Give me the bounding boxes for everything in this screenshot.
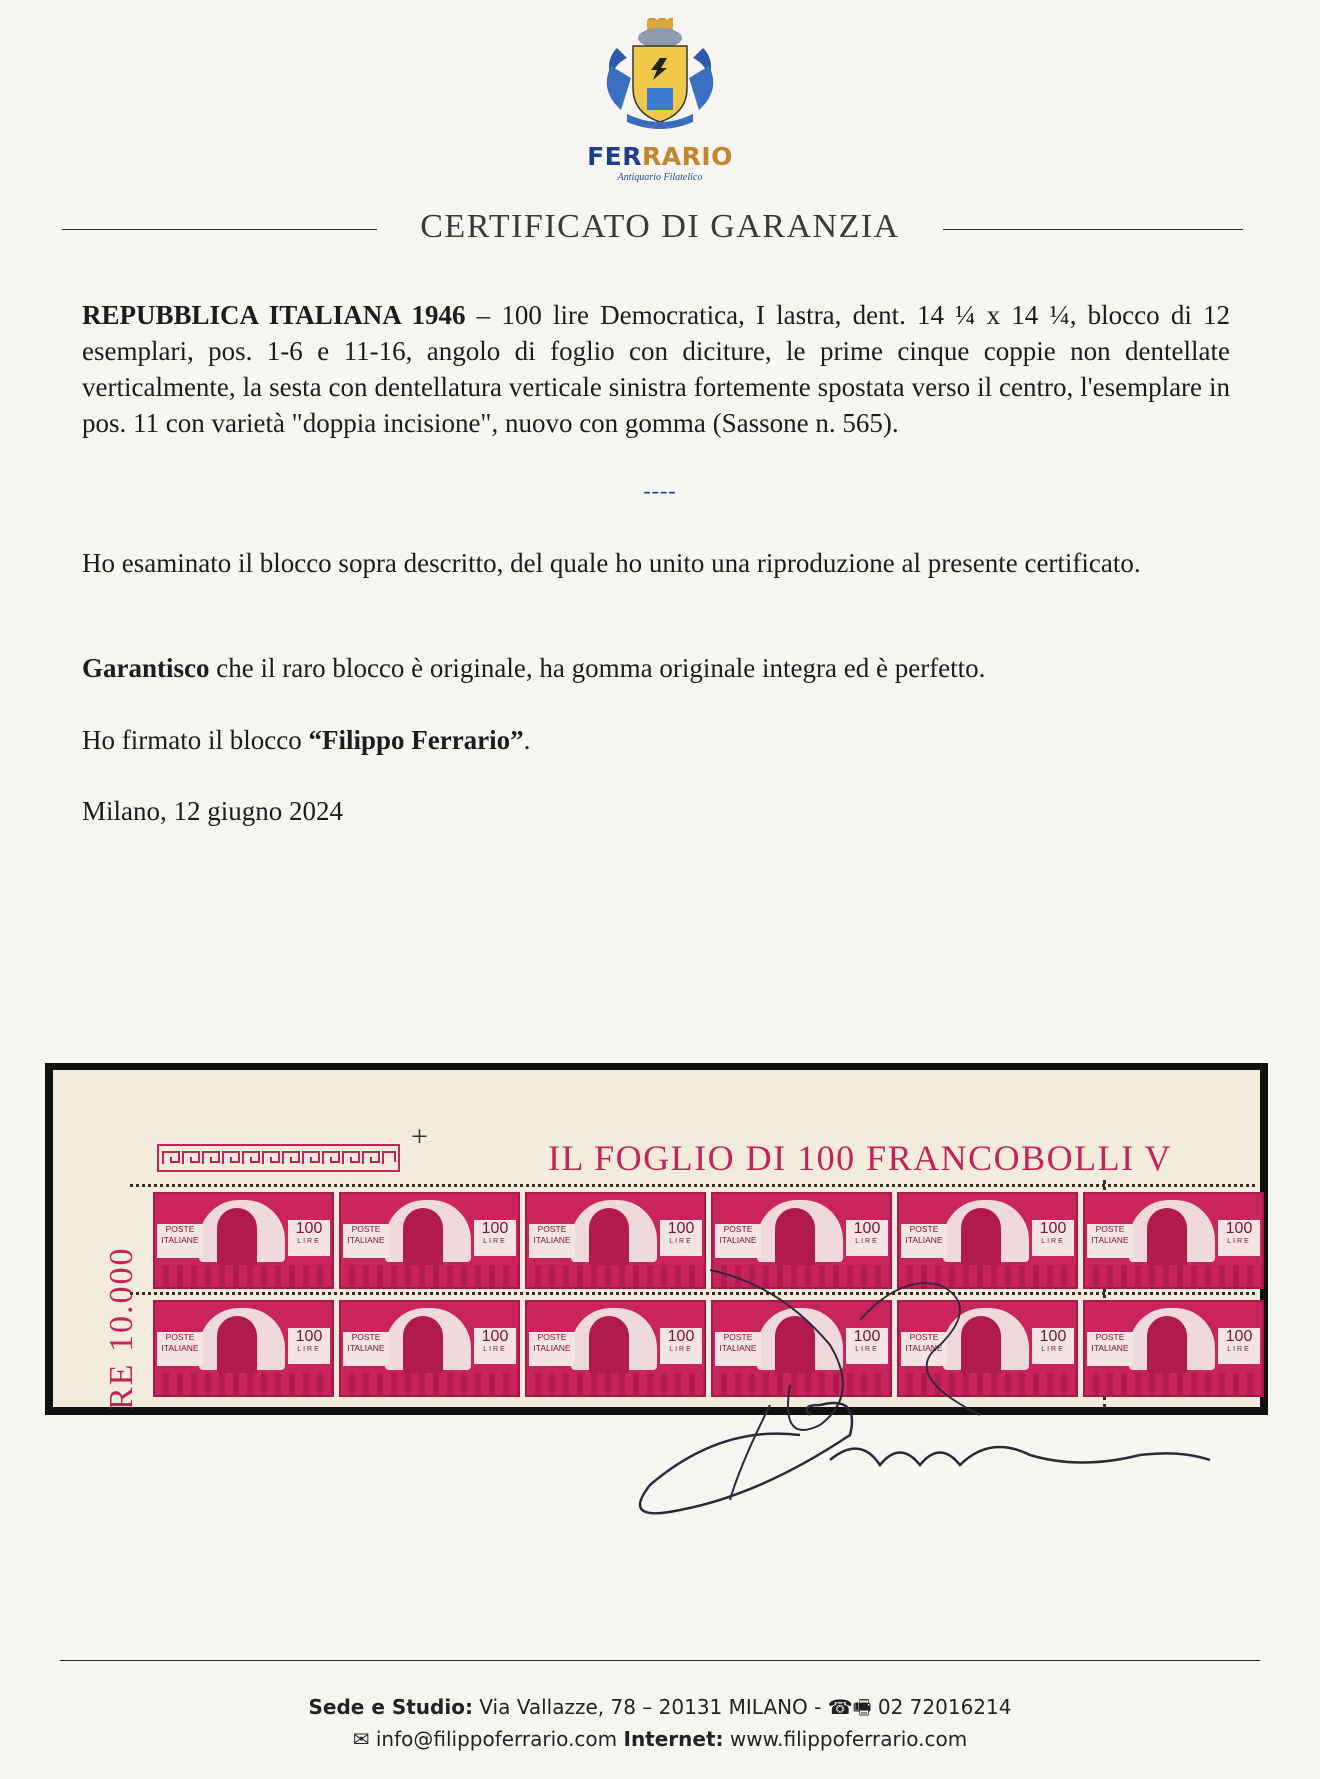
- footer-website[interactable]: www.filippoferrario.com: [723, 1727, 968, 1751]
- stamp: [339, 1300, 520, 1397]
- stamp-value-label: [474, 1328, 516, 1364]
- footer-address: Via Vallazze, 78 – 20131 MILANO -: [472, 1695, 828, 1719]
- phone-fax-icon: ☎🖷: [827, 1695, 872, 1719]
- stamp-currency: LIRE: [1227, 1346, 1251, 1353]
- stamp-country-label: POSTE ITALIANE: [901, 1224, 947, 1258]
- perforation-row: [130, 1184, 1255, 1187]
- stamp-currency: LIRE: [1041, 1238, 1065, 1245]
- stamp-country-label: POSTE ITALIANE: [715, 1224, 761, 1258]
- stamp-country-label: POSTE ITALIANE: [343, 1224, 389, 1258]
- stamp-country-label: POSTE ITALIANE: [529, 1332, 575, 1366]
- stamp-currency: LIRE: [669, 1238, 693, 1245]
- stamp-value-label: [1218, 1220, 1260, 1256]
- stamp-country-label: POSTE ITALIANE: [157, 1332, 203, 1366]
- stamp-ornament: [155, 1373, 332, 1395]
- margin-inscription: RE 10.000: [103, 1246, 140, 1410]
- title-rule-left: [62, 229, 377, 230]
- footer-contact-line: [0, 1727, 1320, 1751]
- stamp-value: 100: [853, 1328, 881, 1345]
- title-rule-right: [943, 229, 1243, 230]
- stamp-country-label: POSTE ITALIANE: [1087, 1332, 1133, 1366]
- stamp-value: 100: [853, 1220, 881, 1237]
- stamp-value-label: [846, 1220, 888, 1256]
- stamp-currency: LIRE: [855, 1238, 879, 1245]
- stamp-value-label: [474, 1220, 516, 1256]
- footer-email[interactable]: info@filippoferrario.com: [369, 1727, 624, 1751]
- signature-prefix: Ho firmato il blocco: [82, 725, 309, 755]
- stamp-country-label: POSTE ITALIANE: [715, 1332, 761, 1366]
- stamp-value: 100: [667, 1220, 695, 1237]
- guarantee-keyword: Garantisco: [82, 653, 210, 683]
- stamp-currency: LIRE: [855, 1346, 879, 1353]
- stamp-value: 100: [1225, 1220, 1253, 1237]
- registration-mark: +: [411, 1120, 428, 1153]
- stamp: [153, 1300, 334, 1397]
- signer-name: “Filippo Ferrario”: [308, 725, 524, 755]
- stamp-country-label: POSTE ITALIANE: [1087, 1224, 1133, 1258]
- sheet-inscription: IL FOGLIO DI 100 FRANCOBOLLI V: [548, 1138, 1172, 1178]
- signature-suffix: .: [523, 725, 531, 755]
- stamp-currency: LIRE: [669, 1346, 693, 1353]
- stamp-value: 100: [1225, 1328, 1253, 1345]
- stamp-value: 100: [481, 1328, 509, 1345]
- stamp-ornament: [155, 1265, 332, 1287]
- footer-address-line: [0, 1693, 1320, 1727]
- stamp-ornament: [341, 1373, 518, 1395]
- stamp-value-label: [288, 1328, 330, 1364]
- footer-rule: [60, 1660, 1260, 1661]
- stamp-value: 100: [1039, 1328, 1067, 1345]
- stamp-value: 100: [481, 1220, 509, 1237]
- footer-label-internet: Internet:: [623, 1727, 724, 1751]
- brand-subtitle: Antiquario Filatelico: [617, 172, 703, 183]
- brand-name-part2: RARIO: [642, 142, 733, 171]
- stamp-value: 100: [1039, 1220, 1067, 1237]
- stamp-value: 100: [295, 1328, 323, 1345]
- brand-name: [560, 142, 760, 171]
- stamp: [339, 1192, 520, 1289]
- stamp-ornament: [341, 1265, 518, 1287]
- crest-logo: [597, 18, 723, 138]
- stamp: [153, 1192, 334, 1289]
- item-description: [82, 297, 1230, 441]
- stamp-value: 100: [295, 1220, 323, 1237]
- certificate-title: CERTIFICATO DI GARANZIA: [420, 208, 900, 245]
- stamp-currency: LIRE: [483, 1346, 507, 1353]
- stamp-country-label: POSTE ITALIANE: [901, 1332, 947, 1366]
- guarantee-text: che il raro blocco è originale, ha gomma originale integra ed è perfetto.: [209, 653, 986, 683]
- stamp-currency: LIRE: [297, 1346, 321, 1353]
- stamp-value: 100: [667, 1328, 695, 1345]
- stamp-currency: LIRE: [297, 1238, 321, 1245]
- stamp-value-label: [660, 1220, 702, 1256]
- footer-label-office: Sede e Studio:: [308, 1695, 473, 1719]
- signature-statement: [82, 722, 1230, 758]
- stamp-currency: LIRE: [1227, 1238, 1251, 1245]
- stamp-value-label: [1032, 1220, 1074, 1256]
- guarantee-statement: [82, 650, 1230, 686]
- handwritten-signature: [560, 1265, 1240, 1525]
- envelope-icon: ✉: [352, 1727, 370, 1751]
- stamp-country-label: POSTE ITALIANE: [343, 1332, 389, 1366]
- footer-phone: 02 72016214: [871, 1695, 1012, 1719]
- stamp-country-label: POSTE ITALIANE: [529, 1224, 575, 1258]
- stamp-value-label: [288, 1220, 330, 1256]
- separator: ----: [643, 478, 677, 503]
- description-heading: REPUBBLICA ITALIANA 1946: [82, 300, 466, 330]
- stamp-currency: LIRE: [1041, 1346, 1065, 1353]
- examination-statement: Ho esaminato il blocco sopra descritto, del quale ho unito una riproduzione al presente certificato.: [82, 548, 1141, 578]
- description-text: – 100 lire Democratica, I lastra, dent. 14 ¼ x 14 ¼, blocco di 12 esemplari, pos. 1-6 e 11-16, angolo di foglio con diciture, le prime cinque coppie non dentellate verticalmente, la sesta con dentellatura verticale sinistra fortemente spostata verso il centro, l'esemplare in pos. 11 con varietà "doppia incisione", nuovo con gomma (Sassone n. 565).: [82, 300, 1231, 438]
- place-date: Milano, 12 giugno 2024: [82, 796, 343, 826]
- stamp-currency: LIRE: [483, 1238, 507, 1245]
- greek-key-ornament: [157, 1144, 400, 1172]
- brand-name-part1: FER: [587, 142, 642, 171]
- stamp-country-label: POSTE ITALIANE: [157, 1224, 203, 1258]
